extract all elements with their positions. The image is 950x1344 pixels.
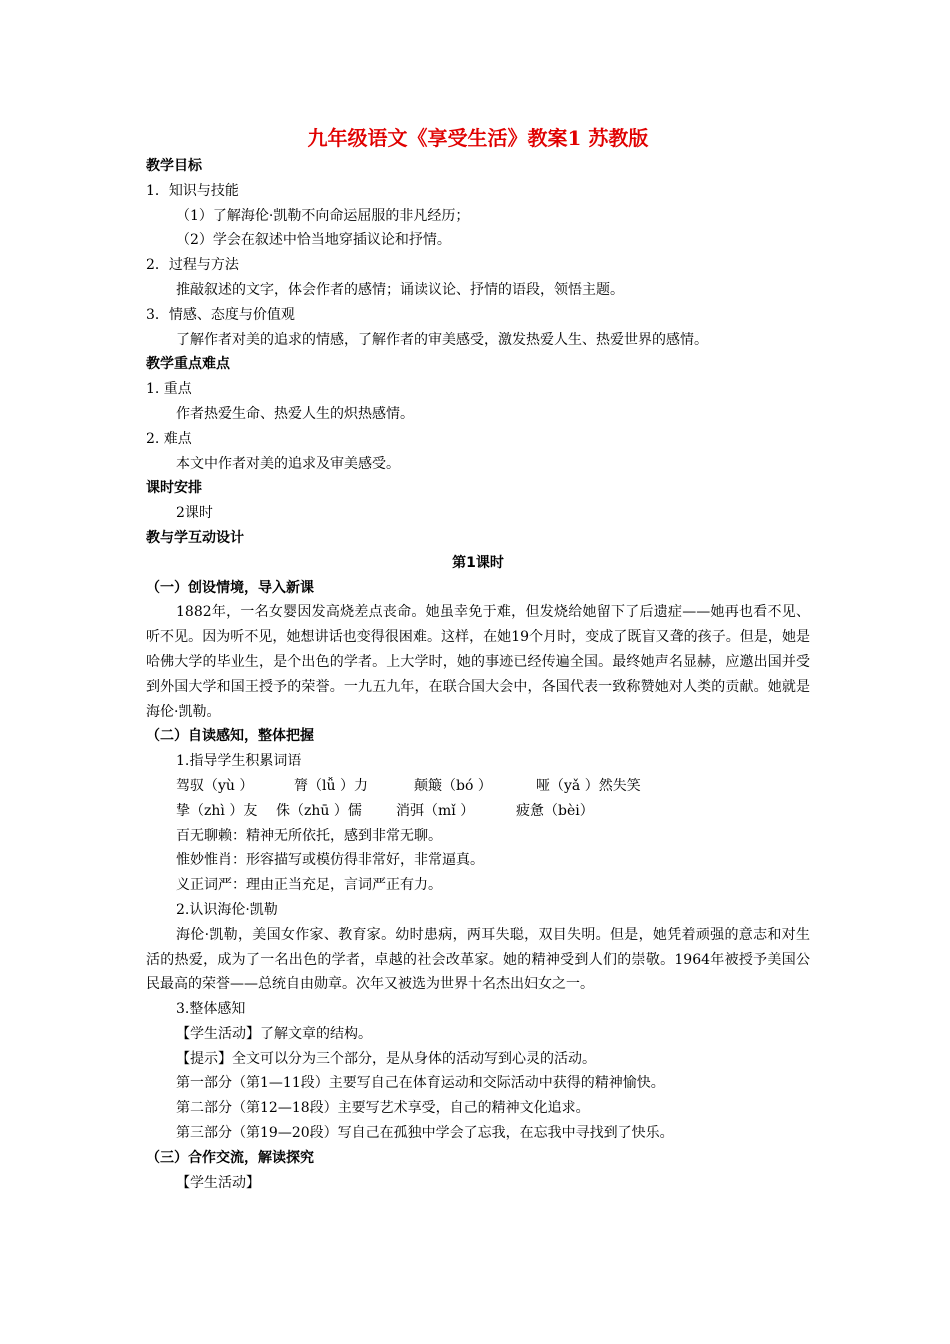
part-1-heading: （一）创设情境，导入新课 <box>146 579 314 596</box>
goal-1-b: （2）学会在叙述中恰当地穿插议论和抒情。 <box>176 232 451 249</box>
goal-2: 2．过程与方法 <box>146 257 239 274</box>
goal-2-text: 推敲叙述的文字，体会作者的感情；诵读议论、抒情的语段，领悟主题。 <box>176 281 624 298</box>
vocab-row-2 <box>146 799 810 824</box>
vocab-word: 哑（yǎ ）然失笑 <box>536 777 641 794</box>
vocab-word: 挚（zhì ）友 <box>176 802 258 819</box>
goal-1: 1．知识与技能 <box>146 182 239 199</box>
document-title: 九年级语文《享受生活》教案1 苏教版 <box>307 126 649 150</box>
structure-part-2: 第二部分（第12—18段）主要写艺术享受，自己的精神文化追求。 <box>176 1100 590 1117</box>
vocab-row-1 <box>146 774 810 799</box>
part-2-item-2: 2.认识海伦·凯勒 <box>176 901 278 918</box>
key-1: 1. 重点 <box>146 381 192 398</box>
definition-2: 惟妙惟肖：形容描写或模仿得非常好，非常逼真。 <box>176 852 484 869</box>
key-2-text: 本文中作者对美的追求及审美感受。 <box>176 455 400 472</box>
key-2: 2. 难点 <box>146 430 192 447</box>
schedule-text: 2课时 <box>176 505 213 522</box>
vocab-word: 膂（lǚ ）力 <box>294 777 368 794</box>
helen-paragraph: 海伦·凯勒，美国女作家、教育家。幼时患病，两耳失聪，双目失明。但是，她凭着顽强的意志和对生活的热爱，成为了一名出色的学者，卓越的社会改革家。她的精神受到人们的崇敬。1964年被授予美国公民最高的荣誉——总统自由勋章。次年又被选为世界十名杰出妇女之一。 <box>146 926 810 993</box>
vocab-word: 疲惫（bèi） <box>516 802 594 819</box>
key-1-text: 作者热爱生命、热爱人生的炽热感情。 <box>176 405 414 422</box>
lesson-heading: 第1课时 <box>452 554 504 571</box>
section-heading-schedule: 课时安排 <box>146 480 202 497</box>
definition-3: 义正词严：理由正当充足，言词严正有力。 <box>176 877 442 894</box>
goal-3: 3．情感、态度与价值观 <box>146 306 295 323</box>
structure-part-3: 第三部分（第19—20段）写自己在孤独中学会了忘我，在忘我中寻找到了快乐。 <box>176 1125 674 1142</box>
structure-part-1: 第一部分（第1—11段）主要写自己在体育运动和交际活动中获得的精神愉快。 <box>176 1075 665 1092</box>
student-activity-2: 【学生活动】 <box>176 1174 260 1191</box>
goal-1-a: （1）了解海伦·凯勒不向命运屈服的非凡经历； <box>176 207 470 224</box>
goal-3-text: 了解作者对美的追求的情感，了解作者的审美感受，激发热爱人生、热爱世界的感情。 <box>176 331 708 348</box>
definition-1: 百无聊赖：精神无所依托，感到非常无聊。 <box>176 827 442 844</box>
part-3-heading: （三）合作交流，解读探究 <box>146 1149 314 1166</box>
student-activity-1: 【学生活动】了解文章的结构。 <box>176 1025 372 1042</box>
section-heading-design: 教与学互动设计 <box>146 529 244 546</box>
section-heading-key: 教学重点难点 <box>146 356 230 373</box>
vocab-word: 消弭（mǐ ） <box>396 802 475 819</box>
hint-1: 【提示】全文可以分为三个部分，是从身体的活动写到心灵的活动。 <box>176 1050 596 1067</box>
part-1-paragraph: 1882年，一名女婴因发高烧差点丧命。她虽幸免于难，但发烧给她留下了后遗症——她再也看不见、听不见。因为听不见，她想讲话也变得很困难。这样，在她19个月时，变成了既盲又聋的孩子。但是，她是哈佛大学的毕业生，是个出色的学者。上大学时，她的事迹已经传遍全国。最终她声名显赫，应邀出国并受到外国大学和国王授予的荣誉。一九五九年，在联合国大会中，各国代表一致称赞她对人类的贡献。她就是海伦·凯勒。 <box>146 604 810 720</box>
section-heading-goals: 教学目标 <box>146 158 202 174</box>
vocab-word: 侏（zhū ）儒 <box>276 802 362 819</box>
vocab-word: 驾驭（yù ） <box>176 777 254 794</box>
part-2-item-1: 1.指导学生积累词语 <box>176 753 302 770</box>
part-2-heading: （二）自读感知，整体把握 <box>146 728 314 745</box>
vocab-word: 颠簸（bó ） <box>414 777 492 794</box>
part-2-item-3: 3.整体感知 <box>176 1001 246 1018</box>
